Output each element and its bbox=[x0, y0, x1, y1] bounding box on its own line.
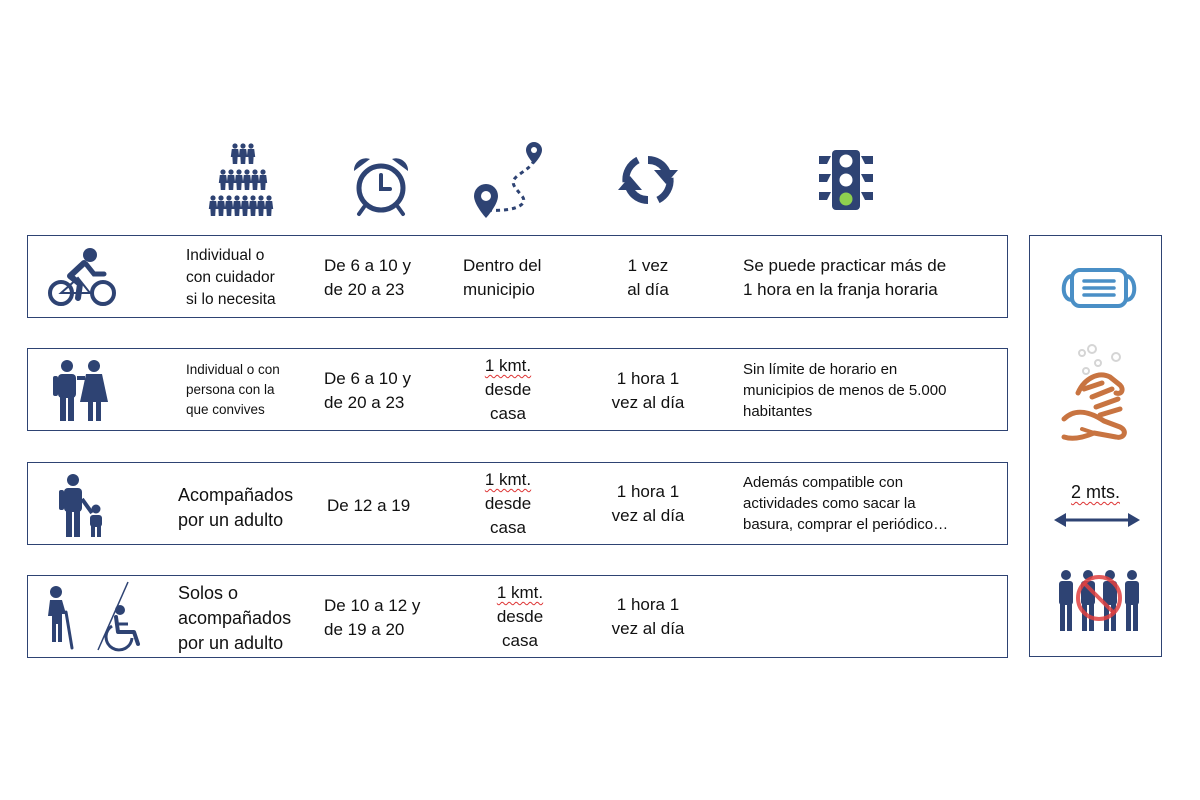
row-who: Solos o acompañados por un adulto bbox=[178, 583, 292, 653]
row-frequency: 1 vez al día bbox=[627, 256, 669, 299]
hand-washing-icon bbox=[1058, 341, 1138, 451]
distance-arrow-icon bbox=[1052, 510, 1142, 530]
row-frequency: 1 hora 1 vez al día bbox=[611, 595, 685, 638]
row-schedule: De 10 a 12 y de 19 a 20 bbox=[324, 596, 421, 639]
table-row bbox=[27, 235, 1008, 318]
row-frequency: 1 hora 1 vez al día bbox=[611, 482, 685, 525]
alarm-clock-icon bbox=[350, 155, 412, 217]
row-who: Acompañados por un adulto bbox=[178, 485, 294, 530]
table-row bbox=[27, 462, 1008, 545]
row-who: Individual o con cuidador si lo necesita bbox=[186, 247, 276, 308]
row-distance: Dentro del municipio bbox=[463, 256, 542, 299]
safety-panel bbox=[1029, 235, 1162, 657]
distance-label: 2 mts. bbox=[1070, 482, 1120, 502]
table-row bbox=[27, 348, 1008, 431]
row-distance: 1 kmt. desde casa bbox=[496, 583, 544, 650]
row-notes: Sin límite de horario en municipios de menos de 5.000 habitantes bbox=[743, 361, 947, 420]
cyclist-icon bbox=[48, 246, 116, 308]
row-who: Individual o con persona con la que convives bbox=[186, 362, 280, 417]
row-distance: 1 kmt. desde casa bbox=[484, 356, 532, 423]
row-schedule: De 6 a 10 y de 20 a 23 bbox=[324, 369, 411, 412]
row-notes: Además compatible con actividades como sacar la basura, comprar el periódico… bbox=[743, 474, 949, 533]
row-distance: 1 kmt. desde casa bbox=[484, 470, 532, 537]
couple-icon bbox=[50, 359, 112, 423]
refresh-icon bbox=[608, 148, 688, 212]
row-schedule: De 12 a 19 bbox=[327, 496, 411, 515]
face-mask-icon bbox=[1058, 266, 1140, 310]
elderly-wheelchair-icon bbox=[42, 580, 152, 654]
row-schedule: De 6 a 10 y de 20 a 23 bbox=[324, 256, 411, 299]
row-notes: Se puede practicar más de 1 hora en la franja horaria bbox=[743, 256, 947, 299]
people-group-icon bbox=[205, 140, 281, 220]
row-frequency: 1 hora 1 vez al día bbox=[611, 369, 685, 412]
table-row bbox=[27, 575, 1008, 658]
no-groups-icon bbox=[1056, 568, 1142, 632]
traffic-light-icon bbox=[815, 148, 877, 213]
adult-child-icon bbox=[58, 473, 108, 539]
route-map-icon bbox=[470, 140, 550, 225]
